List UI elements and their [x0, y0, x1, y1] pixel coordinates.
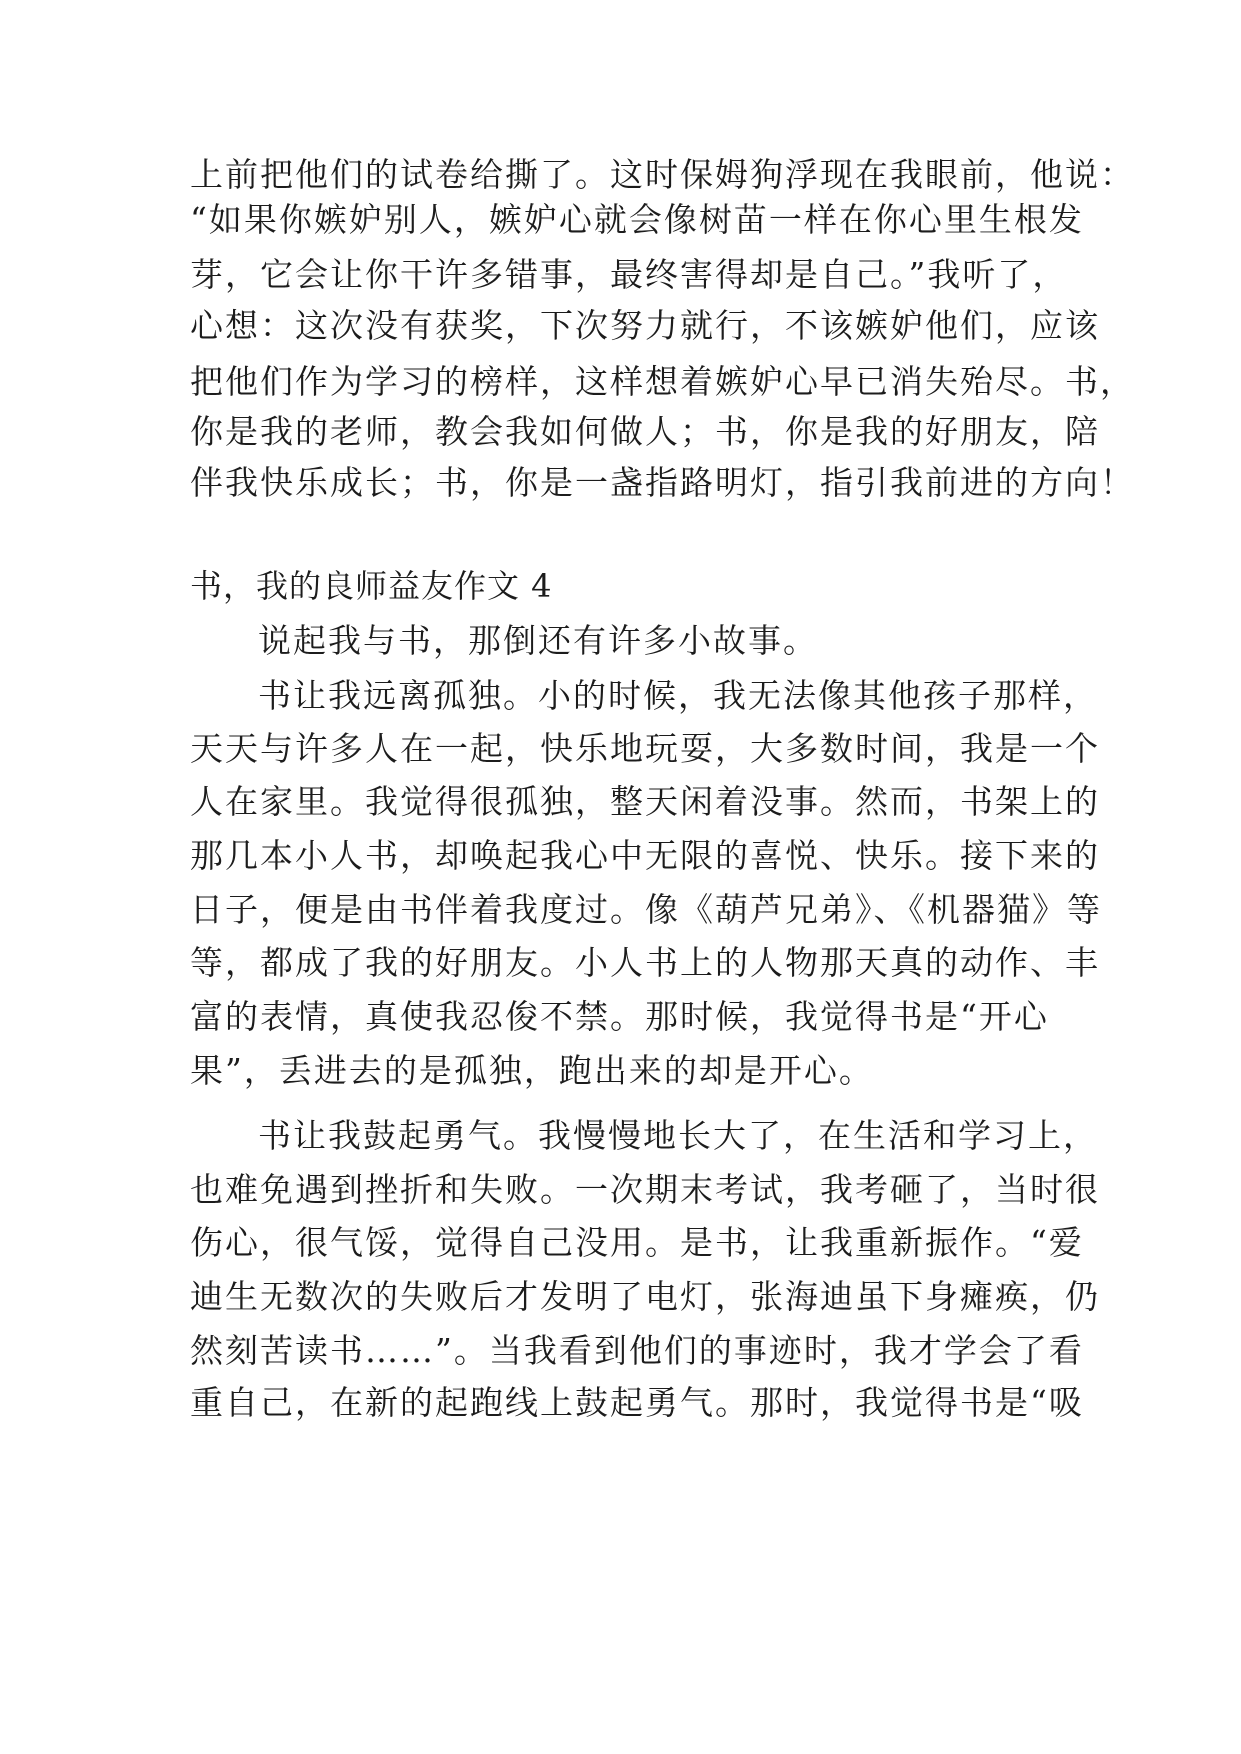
paragraph-line: 上前把他们的试卷给撕了。这时保姆狗浮现在我眼前，他说：: [190, 155, 1135, 194]
paragraph-line: 把他们作为学习的榜样，这样想着嫉妒心早已消失殆尽。书，: [190, 362, 1135, 401]
paragraph-line: 书让我远离孤独。小的时候，我无法像其他孩子那样，: [258, 676, 1098, 715]
paragraph-line: 芽，它会让你干许多错事，最终害得却是自己。”我听了，: [190, 255, 1068, 294]
paragraph-line: 重自己，在新的起跑线上鼓起勇气。那时，我觉得书是“吸: [190, 1383, 1084, 1422]
paragraph-line: 天天与许多人在一起，快乐地玩耍，大多数时间，我是一个: [190, 729, 1100, 768]
paragraph-line: 迪生无数次的失败后才发明了电灯，张海迪虽下身瘫痪，仍: [190, 1277, 1100, 1316]
paragraph-line: 心想：这次没有获奖，下次努力就行，不该嫉妒他们，应该: [190, 306, 1100, 345]
section-title: 书，我的良师益友作文 4: [190, 567, 553, 605]
paragraph-line: 日子，便是由书伴着我度过。像《葫芦兄弟》、《机器猫》等: [190, 890, 1102, 929]
paragraph-line: 然刻苦读书……”。当我看到他们的事迹时，我才学会了看: [190, 1331, 1084, 1370]
paragraph-line: 伤心，很气馁，觉得自己没用。是书，让我重新振作。“爱: [190, 1223, 1084, 1262]
paragraph-line: 也难免遇到挫折和失败。一次期末考试，我考砸了，当时很: [190, 1170, 1100, 1209]
paragraph-line: 等，都成了我的好朋友。小人书上的人物那天真的动作、丰: [190, 943, 1100, 982]
paragraph-line: 书让我鼓起勇气。我慢慢地长大了，在生活和学习上，: [258, 1116, 1098, 1155]
paragraph-line: “如果你嫉妒别人，嫉妒心就会像树苗一样在你心里生根发: [190, 200, 1084, 239]
intro-line: 说起我与书，那倒还有许多小故事。: [258, 621, 818, 660]
paragraph-line: 富的表情，真使我忍俊不禁。那时候，我觉得书是“开心: [190, 997, 1049, 1036]
paragraph-line: 人在家里。我觉得很孤独，整天闲着没事。然而，书架上的: [190, 782, 1100, 821]
paragraph-line: 那几本小人书，却唤起我心中无限的喜悦、快乐。接下来的: [190, 836, 1100, 875]
paragraph-line: 你是我的老师，教会我如何做人；书，你是我的好朋友，陪: [190, 412, 1100, 451]
paragraph-line: 果”，丢进去的是孤独，跑出来的却是开心。: [190, 1051, 874, 1090]
paragraph-line: 伴我快乐成长；书，你是一盏指路明灯，指引我前进的方向！: [190, 463, 1135, 502]
